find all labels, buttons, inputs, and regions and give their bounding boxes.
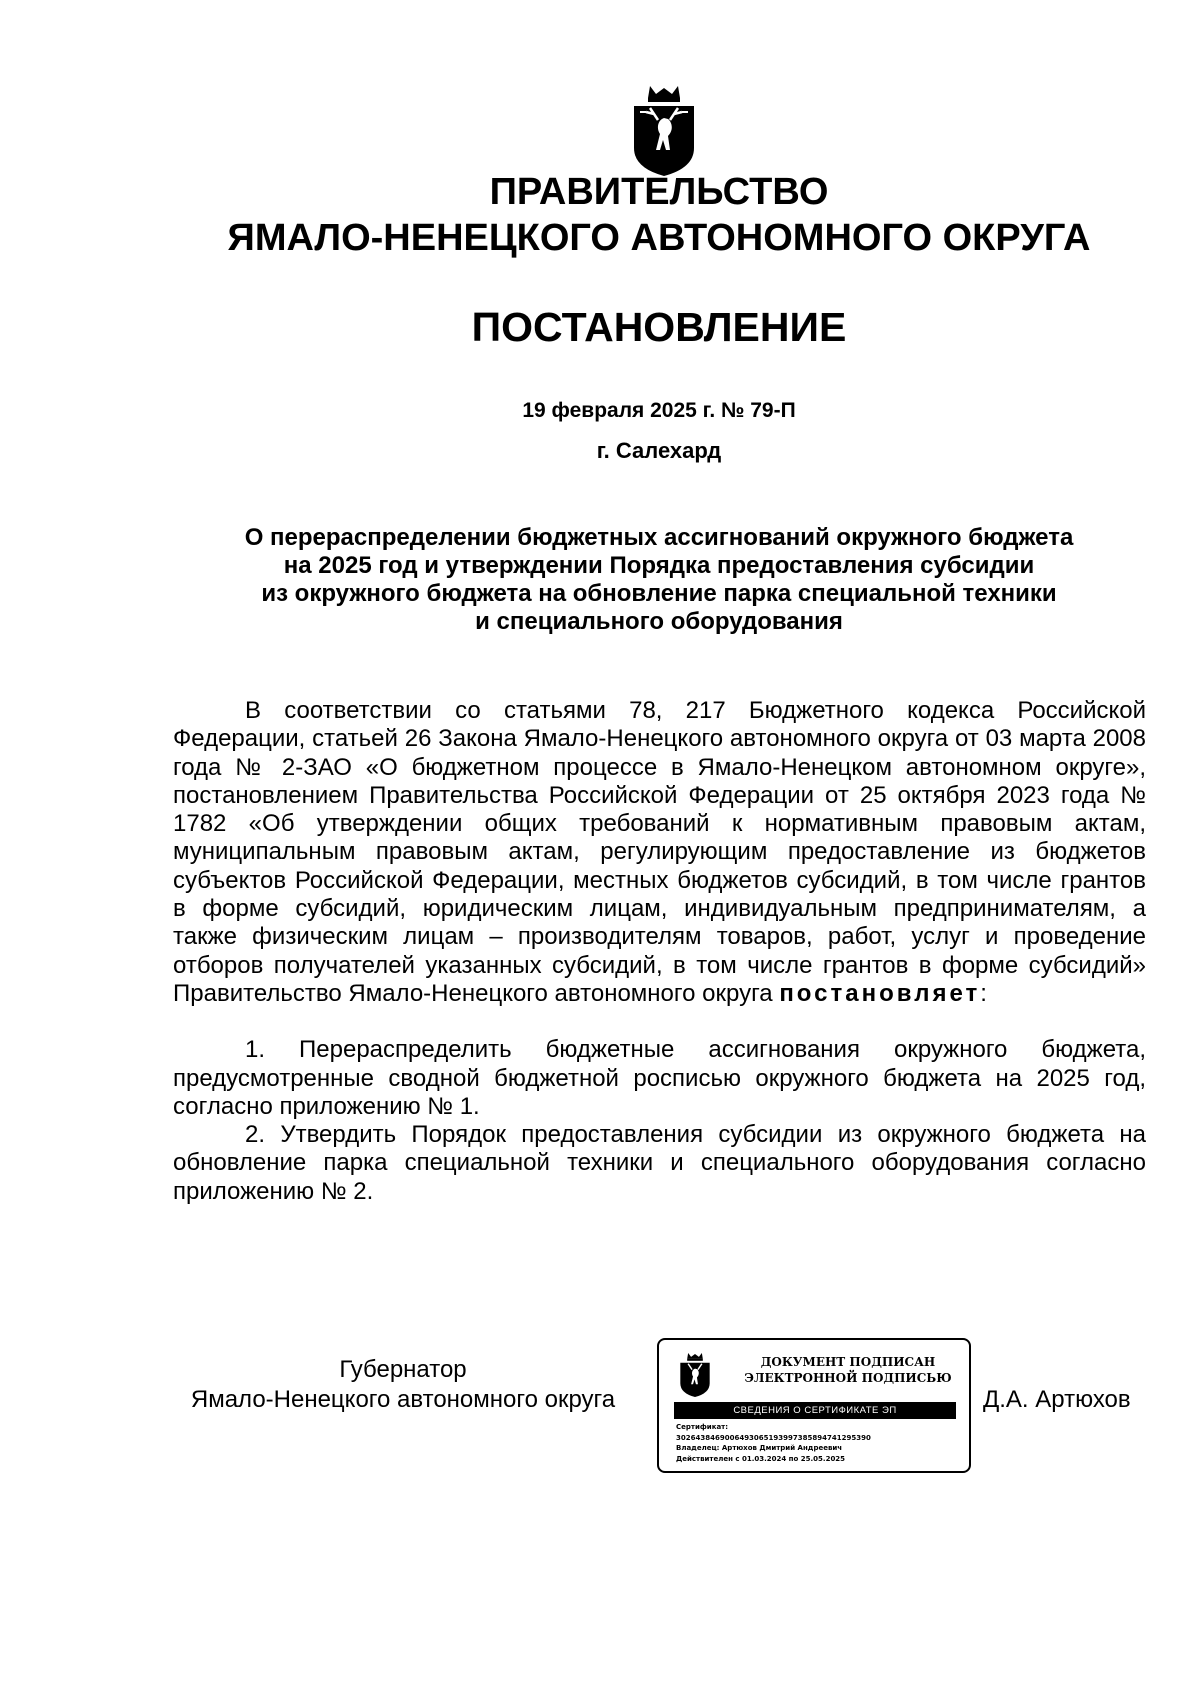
certificate-validity: Действителен с 01.03.2024 по 25.05.2025 [676, 1454, 846, 1463]
certificate-number: 3026438469006493065193997385894741295390 [676, 1433, 871, 1442]
item-1-paragraph: 1. Перераспределить бюджетные ассигнования окружного бюджета, предусмотренные сводной бюджетной росписью окружного бюджета на 2025 год, согласно приложению № 1. [173, 1036, 1146, 1120]
yamal-coat-of-arms-icon [677, 1352, 713, 1398]
preamble-text: В соответствии со статьями 78, 217 Бюджетного кодекса Российской Федерации, статьей 26 Закона Ямало-Ненецкого автономного округа от 03 марта 2008 года № 2-ЗАО «О бюджетном процессе в Ямало-Ненецком автономном округе», постановлением Правительства Российской Федерации от 25 октября 2023 года № 1782 «Об утверждении общих требований к нормативным правовым актам, муниципальным правовым актам, регулирующим предоставление из бюджетов субъектов Российской Федерации, местных бюджетов субсидий, в том числе грантов в форме субсидий, юридическим лицам, индивидуальным предпринимателям, а также физическим лицам – производителям товаров, работ, услуг и проведение отборов получателей указанных субсидий, в том числе грантов в форме субсидий» Правительство Ямало-Ненецкого автономного округа [173, 697, 1146, 1007]
document-type: ПОСТАНОВЛЕНИЕ [471, 304, 847, 350]
document-title [0, 524, 1200, 636]
certificate-details [676, 1422, 871, 1464]
decides-keyword: постановляет [779, 979, 981, 1007]
position-line2: Ямало-Ненецкого автономного округа [190, 1386, 616, 1413]
position-line1: Губернатор [339, 1356, 467, 1383]
signatory-position [160, 1355, 646, 1415]
decides-colon: : [980, 979, 987, 1007]
document-body [173, 697, 1146, 1206]
stamp-title-line2: ЭЛЕКТРОННОЙ ПОДПИСЬЮ [744, 1371, 952, 1385]
item-2-paragraph: 2. Утвердить Порядок предоставления субсидии из окружного бюджета на обновление парка специальной техники и специального оборудования согласно приложению № 2. [173, 1121, 1146, 1205]
certificate-owner: Владелец: Артюхов Дмитрий Андреевич [676, 1444, 843, 1452]
certificate-label: Сертификат: [676, 1423, 729, 1431]
preamble-paragraph [173, 697, 1146, 1008]
certificate-info-bar: СВЕДЕНИЯ О СЕРТИФИКАТЕ ЭП [674, 1402, 956, 1419]
title-line: О перераспределении бюджетных ассигнований окружного бюджета [244, 524, 1074, 551]
city: г. Салехард [596, 438, 722, 463]
date-and-number: 19 февраля 2025 г. № 79-П [522, 399, 796, 422]
government-name-line1: ПРАВИТЕЛЬСТВО [489, 171, 829, 213]
signatory-name: Д.А. Артюхов [983, 1386, 1131, 1413]
government-name-line2: ЯМАЛО-НЕНЕЦКОГО АВТОНОМНОГО ОКРУГА [227, 217, 1091, 259]
title-line: и специального оборудования [475, 608, 843, 635]
stamp-title-line1: ДОКУМЕНТ ПОДПИСАН [760, 1355, 936, 1369]
electronic-signature-stamp [657, 1338, 971, 1473]
title-line: на 2025 год и утверждении Порядка предоставления субсидии [283, 552, 1035, 579]
stamp-title [725, 1354, 971, 1386]
title-line: из окружного бюджета на обновление парка специальной техники [261, 580, 1057, 607]
yamal-coat-of-arms-icon [628, 84, 700, 178]
